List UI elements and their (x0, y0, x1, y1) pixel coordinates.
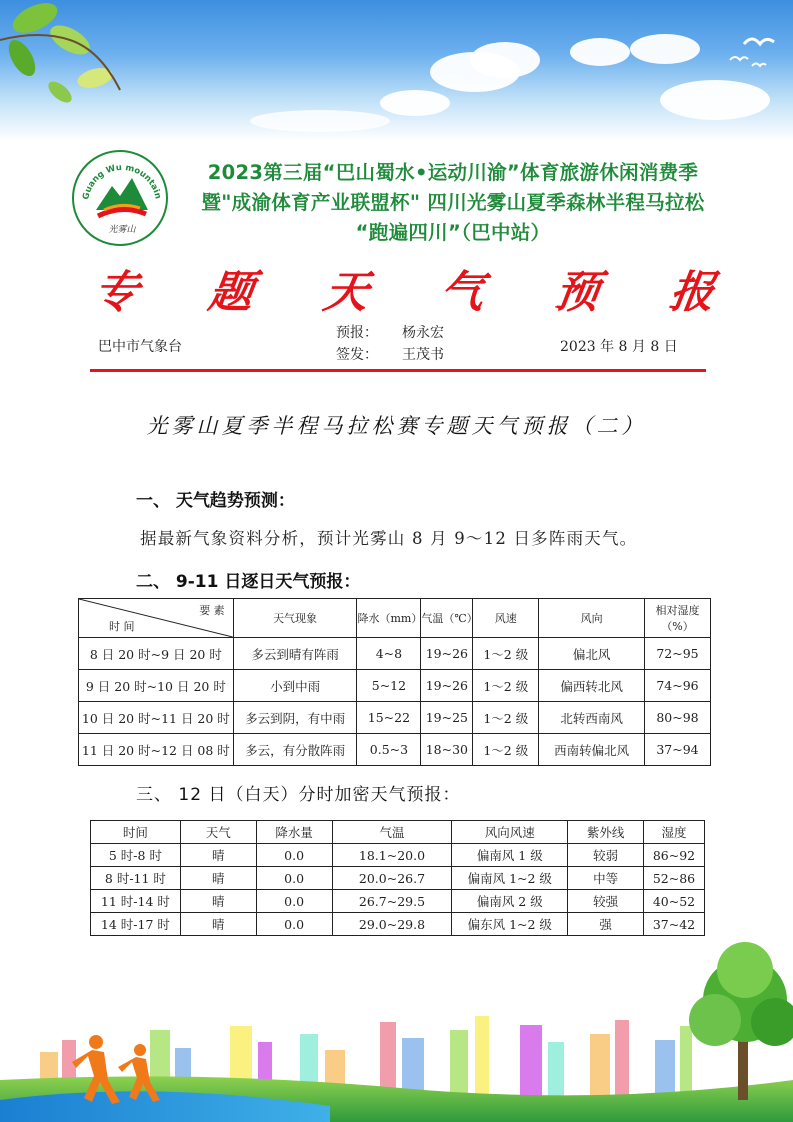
table-row (91, 890, 705, 913)
table-cell: 晴 (180, 867, 256, 890)
main-title-char: 天 (320, 267, 373, 318)
table-cell: 北转西南风 (539, 702, 645, 734)
column-header: 紫外线 (568, 821, 644, 844)
table-cell: 中等 (568, 867, 644, 890)
table-cell: 1～2 级 (473, 638, 539, 670)
event-title (168, 158, 738, 248)
table-header-row (79, 599, 711, 638)
section1-heading: 一、 天气趋势预测： (136, 491, 295, 511)
table-cell: 20.0~26.7 (332, 867, 452, 890)
column-header: 风向风速 (452, 821, 568, 844)
main-title-char: 报 (666, 267, 718, 318)
table-cell: 11 时-14 时 (91, 890, 181, 913)
table-cell: 14 时-17 时 (91, 913, 181, 936)
section1-text: 据最新气象资料分析，预计光雾山 8 月 9～12 日多阵雨天气。 (140, 529, 638, 548)
table-row (91, 844, 705, 867)
main-title-char: 题 (205, 267, 257, 318)
column-header: 湿度 (643, 821, 704, 844)
column-header: 风向 (539, 599, 645, 638)
table-row (79, 702, 711, 734)
table-cell: 偏南风 1 级 (452, 844, 568, 867)
forecaster-block (336, 322, 444, 366)
event-title-line-3: “跑遍四川”（巴中站） (355, 221, 551, 244)
table-cell: 0.5~3 (357, 734, 421, 766)
table-cell: 多云，有分散阵雨 (233, 734, 357, 766)
table-cell: 偏南风 1~2 级 (452, 867, 568, 890)
table-cell: 晴 (180, 890, 256, 913)
signer-name: 王茂书 (402, 347, 444, 363)
table-cell: 86~92 (643, 844, 704, 867)
table-cell: 40~52 (643, 890, 704, 913)
table-cell: 29.0~29.8 (332, 913, 452, 936)
column-header: 降水量 (256, 821, 332, 844)
table-cell: 强 (568, 913, 644, 936)
issuer: 巴中市气象台 (98, 339, 182, 355)
table-cell: 1～2 级 (473, 670, 539, 702)
table-cell: 37~94 (645, 734, 711, 766)
table-cell: 0.0 (256, 913, 332, 936)
table-cell: 偏西转北风 (539, 670, 645, 702)
table-cell: 多云到阴，有中雨 (233, 702, 357, 734)
event-title-line-1: 2023第三届“巴山蜀水•运动川渝”体育旅游休闲消费季 (207, 161, 699, 184)
daily-forecast-table (78, 598, 711, 766)
main-title-char: 预 (551, 267, 603, 318)
table-cell: 晴 (180, 913, 256, 936)
table-cell: 72~95 (645, 638, 711, 670)
table-cell: 8 时-11 时 (91, 867, 181, 890)
column-header: 天气 (180, 821, 256, 844)
column-header: 气温（℃） (421, 599, 473, 638)
column-header: 降水（mm） (357, 599, 421, 638)
table-cell: 5~12 (357, 670, 421, 702)
main-title (90, 256, 718, 318)
issue-date: 2023 年 8 月 8 日 (560, 339, 678, 355)
main-title-char: 气 (436, 267, 488, 318)
logo-ring-text: Guang Wu mountain (81, 162, 163, 201)
table-cell: 52~86 (643, 867, 704, 890)
table-header-row (91, 821, 705, 844)
table-cell: 0.0 (256, 844, 332, 867)
section2-heading: 二、 9-11 日逐日天气预报： (136, 572, 361, 592)
corner-header (79, 599, 234, 638)
table-cell: 偏东风 1~2 级 (452, 913, 568, 936)
logo-signature: 光雾山 (108, 225, 136, 235)
corner-top-label: 要 素 (199, 604, 225, 617)
birds-decoration (722, 30, 782, 74)
corner-bottom-label: 时 间 (109, 620, 135, 633)
table-cell: 18.1~20.0 (332, 844, 452, 867)
table-cell: 74~96 (645, 670, 711, 702)
red-divider (90, 369, 706, 372)
table-cell: 1～2 级 (473, 734, 539, 766)
table-cell: 1～2 级 (473, 702, 539, 734)
guangwu-mountain-logo (72, 150, 168, 246)
table-cell: 10 日 20 时~11 日 20 时 (79, 702, 234, 734)
table-row (79, 638, 711, 670)
table-cell: 19~26 (421, 638, 473, 670)
table-cell: 西南转偏北风 (539, 734, 645, 766)
table-cell: 4~8 (357, 638, 421, 670)
event-title-line-2: 暨"成渝体育产业联盟杯" 四川光雾山夏季森林半程马拉松 (201, 191, 705, 214)
table-cell: 0.0 (256, 867, 332, 890)
table-cell: 偏南风 2 级 (452, 890, 568, 913)
table-cell: 11 日 20 时~12 日 08 时 (79, 734, 234, 766)
column-header: 时间 (91, 821, 181, 844)
table-cell: 5 时-8 时 (91, 844, 181, 867)
main-title-char: 专 (90, 267, 142, 318)
document-subtitle: 光雾山夏季半程马拉松赛专题天气预报（二） (146, 414, 647, 438)
column-header: 天气现象 (233, 599, 357, 638)
table-row (91, 867, 705, 890)
forecast-label: 预报： (336, 325, 378, 341)
table-cell: 较强 (568, 890, 644, 913)
table-cell: 18~30 (421, 734, 473, 766)
table-row (79, 734, 711, 766)
table-cell: 晴 (180, 844, 256, 867)
column-header: 气温 (332, 821, 452, 844)
table-cell: 19~26 (421, 670, 473, 702)
footer-skyline-art (0, 930, 793, 1122)
column-header: 相对湿度（%） (645, 599, 711, 638)
table-cell: 15~22 (357, 702, 421, 734)
table-cell: 多云到晴有阵雨 (233, 638, 357, 670)
signoff-label: 签发： (336, 347, 378, 363)
table-row (79, 670, 711, 702)
table-cell: 9 日 20 时~10 日 20 时 (79, 670, 234, 702)
table-cell: 偏北风 (539, 638, 645, 670)
table-cell: 19~25 (421, 702, 473, 734)
hourly-forecast-table (90, 820, 705, 936)
table-cell: 37~42 (643, 913, 704, 936)
column-header: 风速 (473, 599, 539, 638)
forecaster-name: 杨永宏 (402, 325, 444, 341)
table-cell: 较弱 (568, 844, 644, 867)
table-cell: 80~98 (645, 702, 711, 734)
table-cell: 0.0 (256, 890, 332, 913)
table-cell: 小到中雨 (233, 670, 357, 702)
section3-heading: 三、 12 日（白天）分时加密天气预报： (136, 785, 461, 805)
table-cell: 8 日 20 时~9 日 20 时 (79, 638, 234, 670)
leaves-decoration (0, 0, 140, 130)
table-cell: 26.7~29.5 (332, 890, 452, 913)
